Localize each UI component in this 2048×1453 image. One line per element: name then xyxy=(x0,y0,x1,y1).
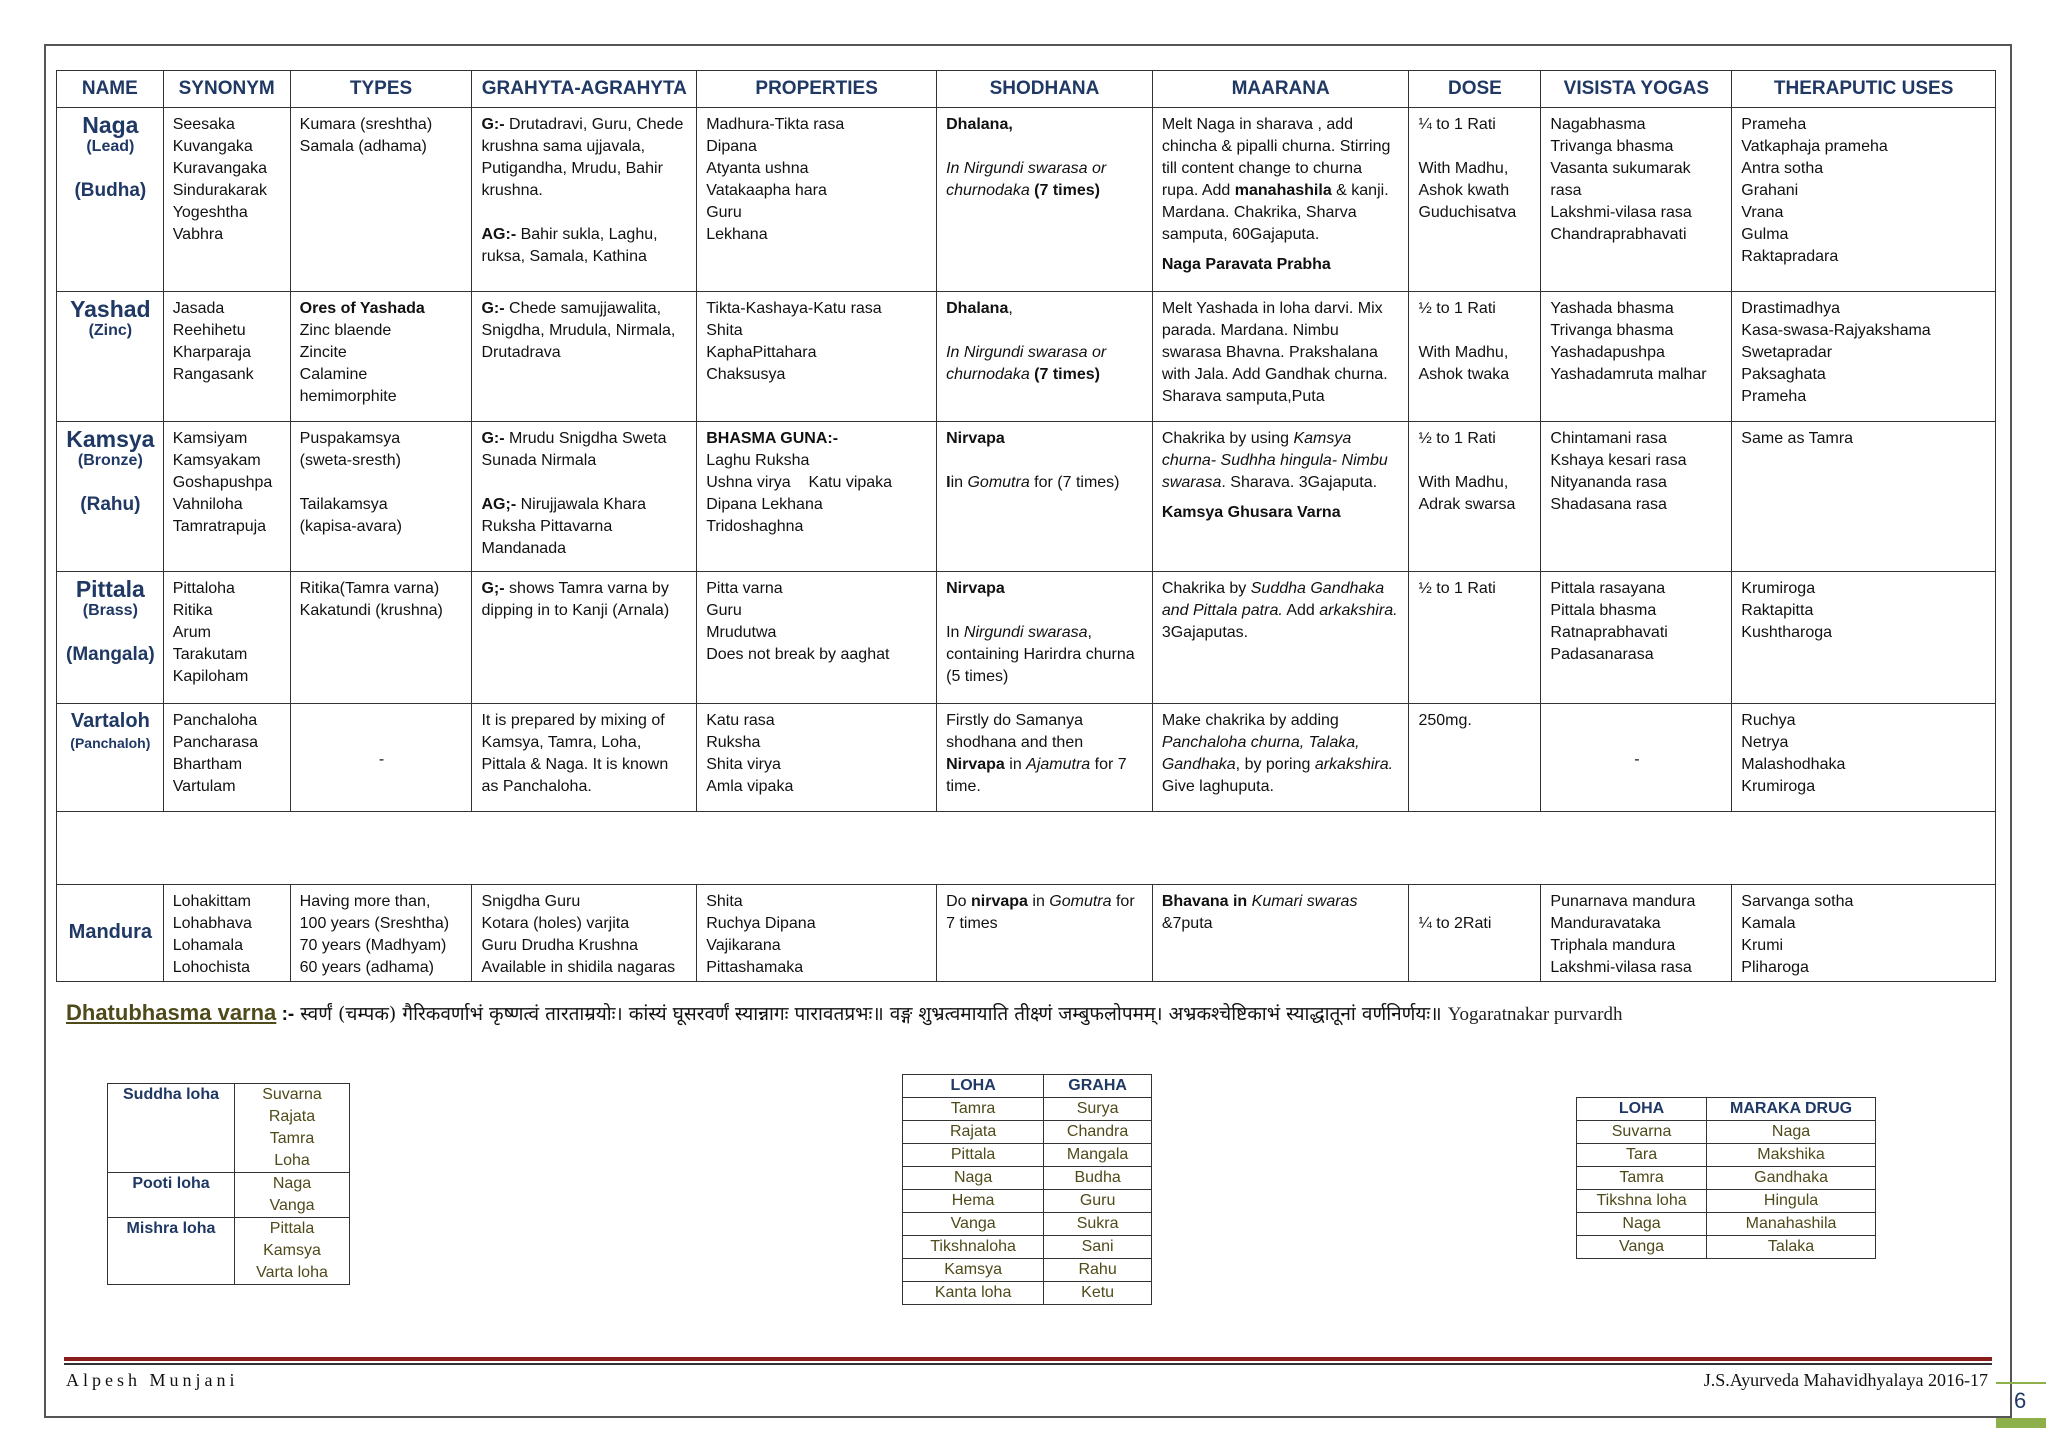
footer-rule xyxy=(64,1357,1992,1361)
types-cell: Ritika(Tamra varna) Kakatundi (krushna) xyxy=(290,572,472,704)
shodhana-cell: Dhalana, In Nirgundi swarasa or churnodaka (7 times) xyxy=(937,108,1153,292)
table-row: Tara Makshika xyxy=(1577,1144,1876,1167)
table-row: Hema Guru xyxy=(903,1190,1152,1213)
properties-cell: Katu rasa Ruksha Shita virya Amla vipaka xyxy=(697,704,937,812)
types-cell: Puspakamsya (sweta-sresth) Tailakamsya (kapisa-avara) xyxy=(290,422,472,572)
name-cell: Mandura xyxy=(57,885,164,982)
table-gap xyxy=(57,812,1996,885)
class-items: Suvarna Rajata Tamra Loha xyxy=(235,1084,350,1173)
header-properties: PROPERTIES xyxy=(697,71,937,108)
synonym-cell: Panchaloha Pancharasa Bhartham Vartulam xyxy=(163,704,290,812)
footer-author: Alpesh Munjani xyxy=(66,1370,239,1390)
name-cell: Vartaloh (Panchaloh) xyxy=(57,704,164,812)
synonym-cell: Pittaloha Ritika Arum Tarakutam Kapiloham xyxy=(163,572,290,704)
uses-cell: Sarvanga sotha Kamala Krumi Pliharoga xyxy=(1732,885,1996,982)
header-yogas: VISISTA YOGAS xyxy=(1541,71,1732,108)
table-row: Naga Budha xyxy=(903,1167,1152,1190)
grahya-cell: G:- Drutadravi, Guru, Chede krushna sama ujjavala, Putigandha, Mrudu, Bahir krushna. AG:- Bahir sukla, Laghu, ruksa, Samala, Kathina xyxy=(472,108,697,292)
table-row: Vanga Talaka xyxy=(1577,1236,1876,1259)
uses-cell: Same as Tamra xyxy=(1732,422,1996,572)
grahya-cell: G:- Mrudu Snigdha Sweta Sunada Nirmala AG;- Nirujjawala Khara Ruksha Pittavarna Mandanada xyxy=(472,422,697,572)
table-row: Kanta loha Ketu xyxy=(903,1282,1152,1305)
grahya-cell: G:- Chede samujjawalita, Snigdha, Mrudula, Nirmala, Drutadrava xyxy=(472,292,697,422)
shodhana-cell: Do nirvapa in Gomutra for 7 times xyxy=(937,885,1153,982)
properties-cell: BHASMA GUNA:- Laghu Ruksha Ushna virya Katu vipaka Dipana Lekhana Tridoshaghna xyxy=(697,422,937,572)
shodhana-cell: Firstly do Samanya shodhana and then Nirvapa in Ajamutra for 7 time. xyxy=(937,704,1153,812)
footer-rule-thin xyxy=(64,1363,1992,1365)
synonym-cell: Lohakittam Lohabhava Lohamala Lohochista xyxy=(163,885,290,982)
table-header-row: LOHA MARAKA DRUG xyxy=(1577,1098,1876,1121)
synonym-cell: Jasada Reehihetu Kharparaja Rangasank xyxy=(163,292,290,422)
maarana-cell: Melt Yashada in loha darvi. Mix parada. Mardana. Nimbu swarasa Bhavna. Prakshalana with Jala. Add Gandhak churna. Sharava samputa,Puta xyxy=(1152,292,1409,422)
maarana-cell: Chakrika by Suddha Gandhaka and Pittala patra. Add arkakshira. 3Gajaputas. xyxy=(1152,572,1409,704)
table-row-vartaloh xyxy=(57,704,1996,812)
synonym-cell: Seesaka Kuvangaka Kuravangaka Sindurakarak Yogeshtha Vabhra xyxy=(163,108,290,292)
grahya-cell: G;- shows Tamra varna by dipping in to Kanji (Arnala) xyxy=(472,572,697,704)
types-cell: Having more than, 100 years (Sreshtha) 70 years (Madhyam) 60 years (adhama) xyxy=(290,885,472,982)
table-row: Pittala Mangala xyxy=(903,1144,1152,1167)
table-row: Tikshna loha Hingula xyxy=(1577,1190,1876,1213)
table-header-row: LOHA GRAHA xyxy=(903,1075,1152,1098)
shodhana-cell: Nirvapa In Nirgundi swarasa, containing Harirdra churna (5 times) xyxy=(937,572,1153,704)
header-synonym: SYNONYM xyxy=(163,71,290,108)
varna-sanskrit: स्वर्णं (चम्पक) गैरिकवर्णाभं कृष्णत्वं तारताम्रयोः। कांस्यं घूसरवर्णं स्यान्नागः पारावतप्रभः॥ वङ्ग शुभ्रत्वमायाति तीक्ष्णं जम्बुफलोपमम्। अभ्रकश्चेष्टिकाभं स्याद्धातूनां वर्णनिर्णयः॥ xyxy=(294,1003,1442,1025)
properties-cell: Madhura-Tiktа rasa Dipana Atyanta ushna Vatakaapha hara Guru Lekhana xyxy=(697,108,937,292)
uses-cell: Ruchya Netrya Malashodhaka Krumiroga xyxy=(1732,704,1996,812)
table-row: Tikshnaloha Sani xyxy=(903,1236,1152,1259)
name-cell: Naga (Lead) (Budha) xyxy=(57,108,164,292)
table-row-naga xyxy=(57,108,1996,292)
uses-cell: Drastimadhya Kasa-swasa-Rajyakshama Swetapradar Paksaghata Prameha xyxy=(1732,292,1996,422)
header-name: NAME xyxy=(57,71,164,108)
dhatubhasma-varna-verse: Dhatubhasma varna :- स्वर्णं (चम्पक) गैरिकवर्णाभं कृष्णत्वं तारताम्रयोः। कांस्यं घूसरवर्णं स्यान्नागः पारावतप्रभः॥ वङ्ग शुभ्रत्वमायाति तीक्ष्णं जम्बुफलोपमम्। अभ्रकश्चेष्टिकाभं स्याद्धातूनां वर्णनिर्णयः॥ Yogaratnakar purvardh xyxy=(66,1000,1623,1025)
header-uses: THERAPUTIC USES xyxy=(1732,71,1996,108)
class-items: Pittala Kamsya Varta loha xyxy=(235,1218,350,1285)
table-row: Naga Manahashila xyxy=(1577,1213,1876,1236)
header-dose: DOSE xyxy=(1409,71,1541,108)
table-row xyxy=(108,1084,350,1173)
maarana-cell: Chakrika by using Kamsya churna- Sudhha hingula- Nimbu swarasa. Sharava. 3Gajaputa. Kamsya Ghusara Varna xyxy=(1152,422,1409,572)
types-cell: - xyxy=(290,704,472,812)
yogas-cell: Yashada bhasma Trivanga bhasma Yashadapushpa Yashadamruta malhar xyxy=(1541,292,1732,422)
table-row: Kamsya Rahu xyxy=(903,1259,1152,1282)
header-types: TYPES xyxy=(290,71,472,108)
yogas-cell: - xyxy=(1541,704,1732,812)
page-number-bar xyxy=(1996,1418,2046,1428)
types-cell: Kumara (sreshtha) Samala (adhama) xyxy=(290,108,472,292)
uses-cell: Krumiroga Raktapitta Kushtharoga xyxy=(1732,572,1996,704)
table-row-kamsya xyxy=(57,422,1996,572)
loha-maraka-table xyxy=(1576,1097,1876,1259)
page-number: 6 xyxy=(2014,1388,2027,1413)
table-row: Vanga Sukra xyxy=(903,1213,1152,1236)
grahya-cell: Snigdha Guru Kotara (holes) varjita Guru Drudha Krushna Available in shidila nagaras xyxy=(472,885,697,982)
page-number-line xyxy=(1996,1382,2046,1384)
yogas-cell: Nagabhasma Trivanga bhasma Vasanta sukumarak rasa Lakshmi-vilasa rasa Chandraprabhavati xyxy=(1541,108,1732,292)
table-row-yashad xyxy=(57,292,1996,422)
types-cell: Ores of Yashada Zinc blaende Zincite Calamine hemimorphite xyxy=(290,292,472,422)
yogas-cell: Chintamani rasa Kshaya kesari rasa Nityananda rasa Shadasana rasa xyxy=(1541,422,1732,572)
table-row xyxy=(108,1173,350,1218)
class-items: Naga Vanga xyxy=(235,1173,350,1218)
properties-cell: Tikta-Kashaya-Katu rasa Shita KaphaPittahara Chaksusya xyxy=(697,292,937,422)
table-row-mandura xyxy=(57,885,1996,982)
yogas-cell: Punarnava mandura Manduravataka Triphala mandura Lakshmi-vilasa rasa xyxy=(1541,885,1732,982)
properties-cell: Pitta varna Guru Mrudutwa Does not break by aaghat xyxy=(697,572,937,704)
table-row: Tamra Surya xyxy=(903,1098,1152,1121)
header-maarana: MAARANA xyxy=(1152,71,1409,108)
metals-table xyxy=(56,70,1996,982)
table-row: Rajata Chandra xyxy=(903,1121,1152,1144)
table-row xyxy=(108,1218,350,1285)
loha-graha-table xyxy=(902,1074,1152,1305)
dose-cell: 250mg. xyxy=(1409,704,1541,812)
maarana-cell: Bhavana in Kumari swaras &7puta xyxy=(1152,885,1409,982)
grahya-cell: It is prepared by mixing of Kamsya, Tamra, Loha, Pittala & Naga. It is known as Panchaloha. xyxy=(472,704,697,812)
class-label: Pooti loha xyxy=(108,1173,235,1218)
name-cell: Kamsya (Bronze) (Rahu) xyxy=(57,422,164,572)
maarana-cell: Melt Naga in sharava , add chincha & pipalli churna. Stirring till content change to churna rupa. Add manahashila & kanji. Mardana. Chakrika, Sharva samputa, 60Gajaputa. Naga Paravata Prabha xyxy=(1152,108,1409,292)
varna-title: Dhatubhasma varna xyxy=(66,1000,277,1025)
class-label: Mishra loha xyxy=(108,1218,235,1285)
table-row: Tamra Gandhaka xyxy=(1577,1167,1876,1190)
loha-classification-table xyxy=(107,1083,350,1285)
header-shodhana: SHODHANA xyxy=(937,71,1153,108)
table-row-pittala xyxy=(57,572,1996,704)
shodhana-cell: Dhalana, In Nirgundi swarasa or churnodaka (7 times) xyxy=(937,292,1153,422)
shodhana-cell: Nirvapa Iin Gomutra for (7 times) xyxy=(937,422,1153,572)
uses-cell: Prameha Vatkaphaja prameha Antra sotha Grahani Vrana Gulma Raktapradara xyxy=(1732,108,1996,292)
dose-cell: ½ to 1 Rati xyxy=(1409,572,1541,704)
dose-cell: ½ to 1 Rati With Madhu, Ashok twaka xyxy=(1409,292,1541,422)
dose-cell: ¼ to 2Rati xyxy=(1409,885,1541,982)
footer-institution: J.S.Ayurveda Mahavidhyalaya 2016-17 xyxy=(1703,1370,1988,1390)
dose-cell: ½ to 1 Rati With Madhu, Adrak swarsa xyxy=(1409,422,1541,572)
name-cell: Yashad (Zinc) xyxy=(57,292,164,422)
name-cell: Pittala (Brass) (Mangala) xyxy=(57,572,164,704)
header-grahyta: GRAHYTA-AGRAHYTA xyxy=(472,71,697,108)
synonym-cell: Kamsiyam Kamsyakam Goshapushpa Vahniloha Tamratrapuja xyxy=(163,422,290,572)
dose-cell: ¼ to 1 Rati With Madhu, Ashok kwath Guduchisatva xyxy=(1409,108,1541,292)
yogas-cell: Pittala rasayana Pittala bhasma Ratnaprabhavati Padasanarasa xyxy=(1541,572,1732,704)
maarana-cell: Make chakrika by adding Panchaloha churna, Talaka, Gandhaka, by poring arkakshira. Give laghuputa. xyxy=(1152,704,1409,812)
table-header-row xyxy=(57,71,1996,108)
table-row: Suvarna Naga xyxy=(1577,1121,1876,1144)
varna-source: Yogaratnakar purvardh xyxy=(1447,1004,1623,1025)
class-label: Suddha loha xyxy=(108,1084,235,1173)
properties-cell: Shita Ruchya Dipana Vajikarana Pittashamaka xyxy=(697,885,937,982)
